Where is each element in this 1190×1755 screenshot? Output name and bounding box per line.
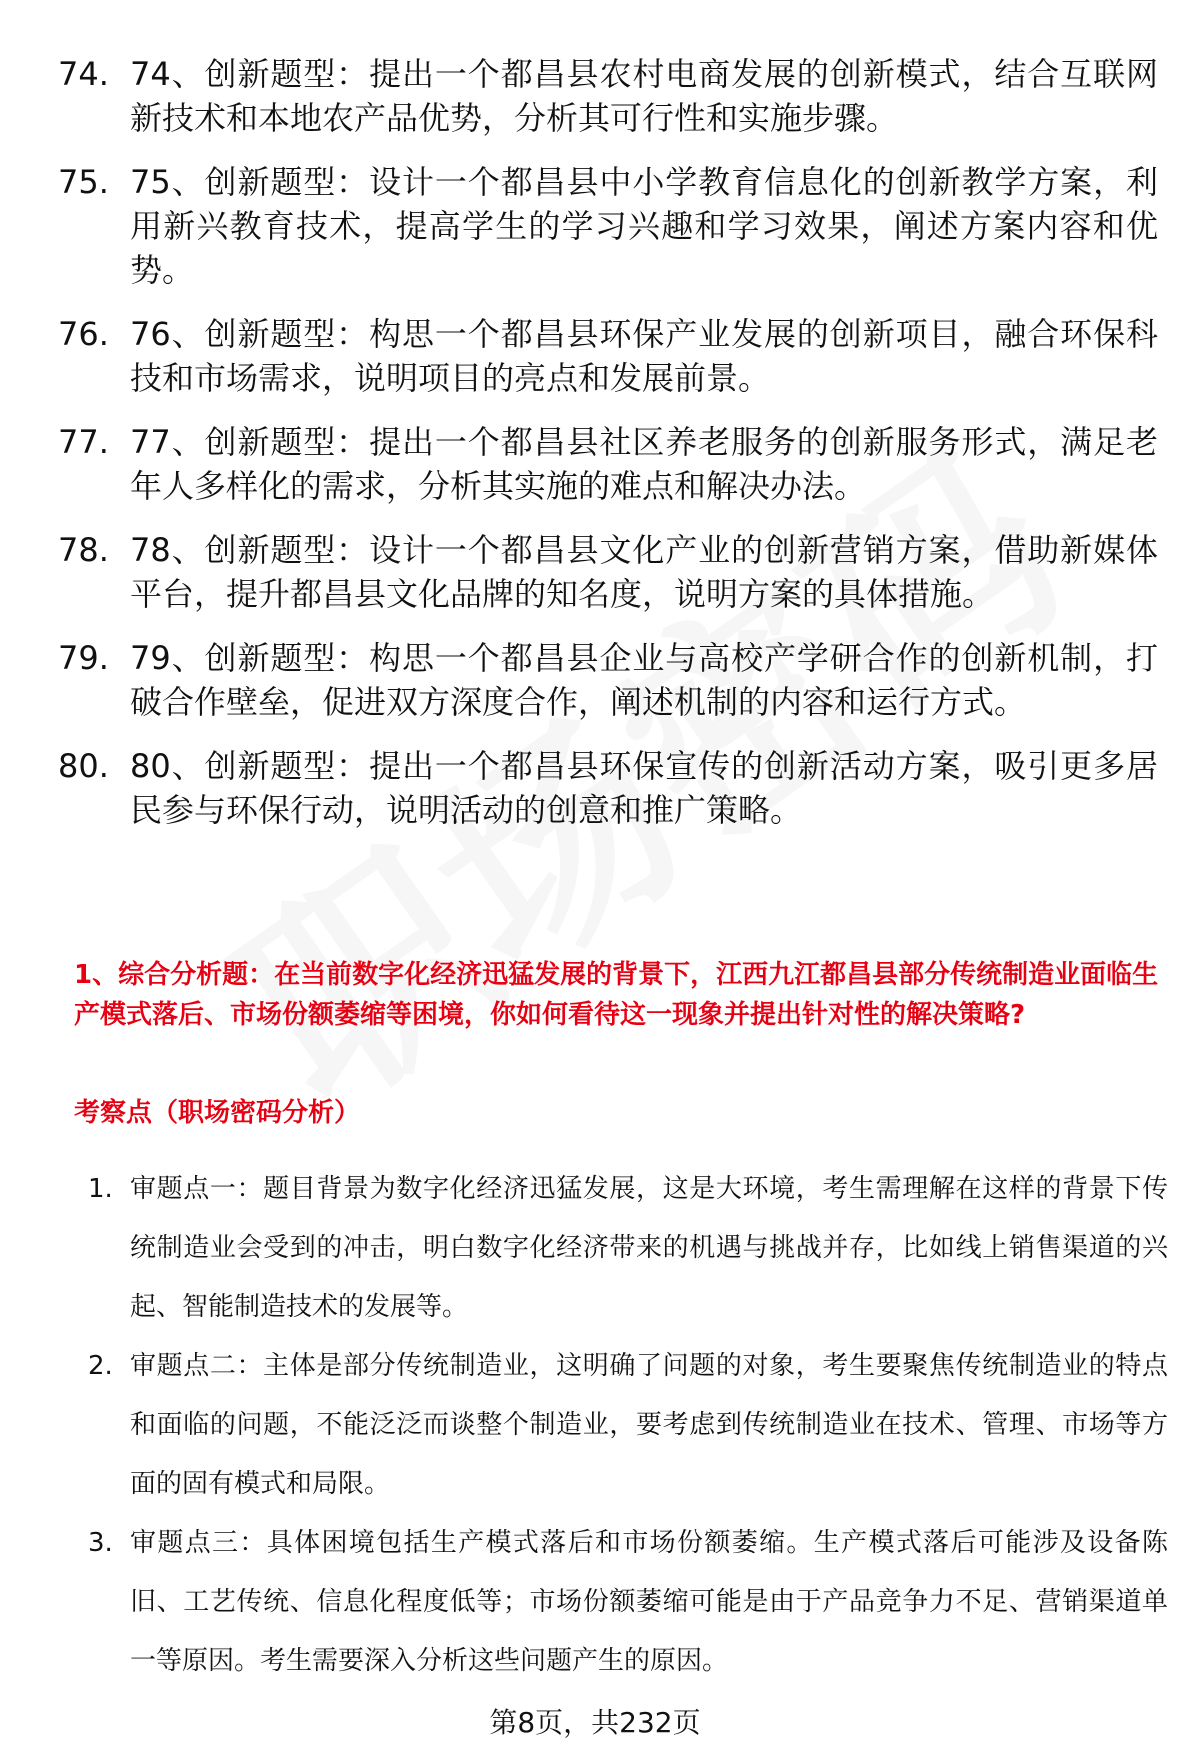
list-item	[58, 744, 1158, 832]
item-text: 审题点二：主体是部分传统制造业，这明确了问题的对象，考生要聚焦传统制造业的特点和面临的问题，不能泛泛而谈整个制造业，要考虑到传统制造业在技术、管理、市场等方面的固有模式和局限。	[130, 1351, 1168, 1499]
list-item	[58, 312, 1158, 400]
item-number: 3.	[88, 1528, 113, 1558]
item-text: 75、创新题型：设计一个都昌县中小学教育信息化的创新教学方案，利用新兴教育技术，提高学生的学习兴趣和学习效果，阐述方案内容和优势。	[130, 163, 1158, 289]
item-number: 79.	[58, 639, 109, 677]
item-number: 80.	[58, 747, 109, 785]
item-number: 2.	[88, 1351, 113, 1381]
item-text: 79、创新题型：构思一个都昌县企业与高校产学研合作的创新机制，打破合作壁垒，促进双方深度合作，阐述机制的内容和运行方式。	[130, 639, 1158, 721]
list-item	[88, 1514, 1168, 1691]
list-item	[88, 1160, 1168, 1337]
point-list	[88, 1160, 1168, 1691]
list-item	[58, 160, 1158, 292]
item-number: 76.	[58, 315, 109, 353]
analysis-question: 1、综合分析题：在当前数字化经济迅猛发展的背景下，江西九江都昌县部分传统制造业面临生产模式落后、市场份额萎缩等困境，你如何看待这一现象并提出针对性的解决策略?	[74, 960, 1159, 1030]
list-item	[58, 528, 1158, 616]
list-item	[88, 1337, 1168, 1514]
item-number: 75.	[58, 163, 109, 201]
item-text: 80、创新题型：提出一个都昌县环保宣传的创新活动方案，吸引更多居民参与环保行动，说明活动的创意和推广策略。	[130, 747, 1158, 829]
item-text: 78、创新题型：设计一个都昌县文化产业的创新营销方案，借助新媒体平台，提升都昌县文化品牌的知名度，说明方案的具体措施。	[130, 531, 1158, 613]
item-text: 77、创新题型：提出一个都昌县社区养老服务的创新服务形式，满足老年人多样化的需求，分析其实施的难点和解决办法。	[130, 423, 1158, 505]
analysis-heading: 考察点（职场密码分析）	[74, 1098, 361, 1128]
item-text: 74、创新题型：提出一个都昌县农村电商发展的创新模式，结合互联网新技术和本地农产品优势，分析其可行性和实施步骤。	[130, 55, 1158, 137]
item-text: 审题点一：题目背景为数字化经济迅猛发展，这是大环境，考生需理解在这样的背景下传统制造业会受到的冲击，明白数字化经济带来的机遇与挑战并存，比如线上销售渠道的兴起、智能制造技术的发展等。	[130, 1174, 1168, 1322]
item-number: 74.	[58, 55, 109, 93]
list-item	[58, 636, 1158, 724]
question-list	[58, 52, 1158, 852]
page-footer: 第8页，共232页	[489, 1706, 701, 1739]
item-text: 审题点三：具体困境包括生产模式落后和市场份额萎缩。生产模式落后可能涉及设备陈旧、工艺传统、信息化程度低等；市场份额萎缩可能是由于产品竞争力不足、营销渠道单一等原因。考生需要深入分析这些问题产生的原因。	[130, 1528, 1168, 1676]
item-number: 77.	[58, 423, 109, 461]
item-number: 1.	[88, 1174, 113, 1204]
item-text: 76、创新题型：构思一个都昌县环保产业发展的创新项目，融合环保科技和市场需求，说明项目的亮点和发展前景。	[130, 315, 1158, 397]
list-item	[58, 420, 1158, 508]
item-number: 78.	[58, 531, 109, 569]
list-item	[58, 52, 1158, 140]
